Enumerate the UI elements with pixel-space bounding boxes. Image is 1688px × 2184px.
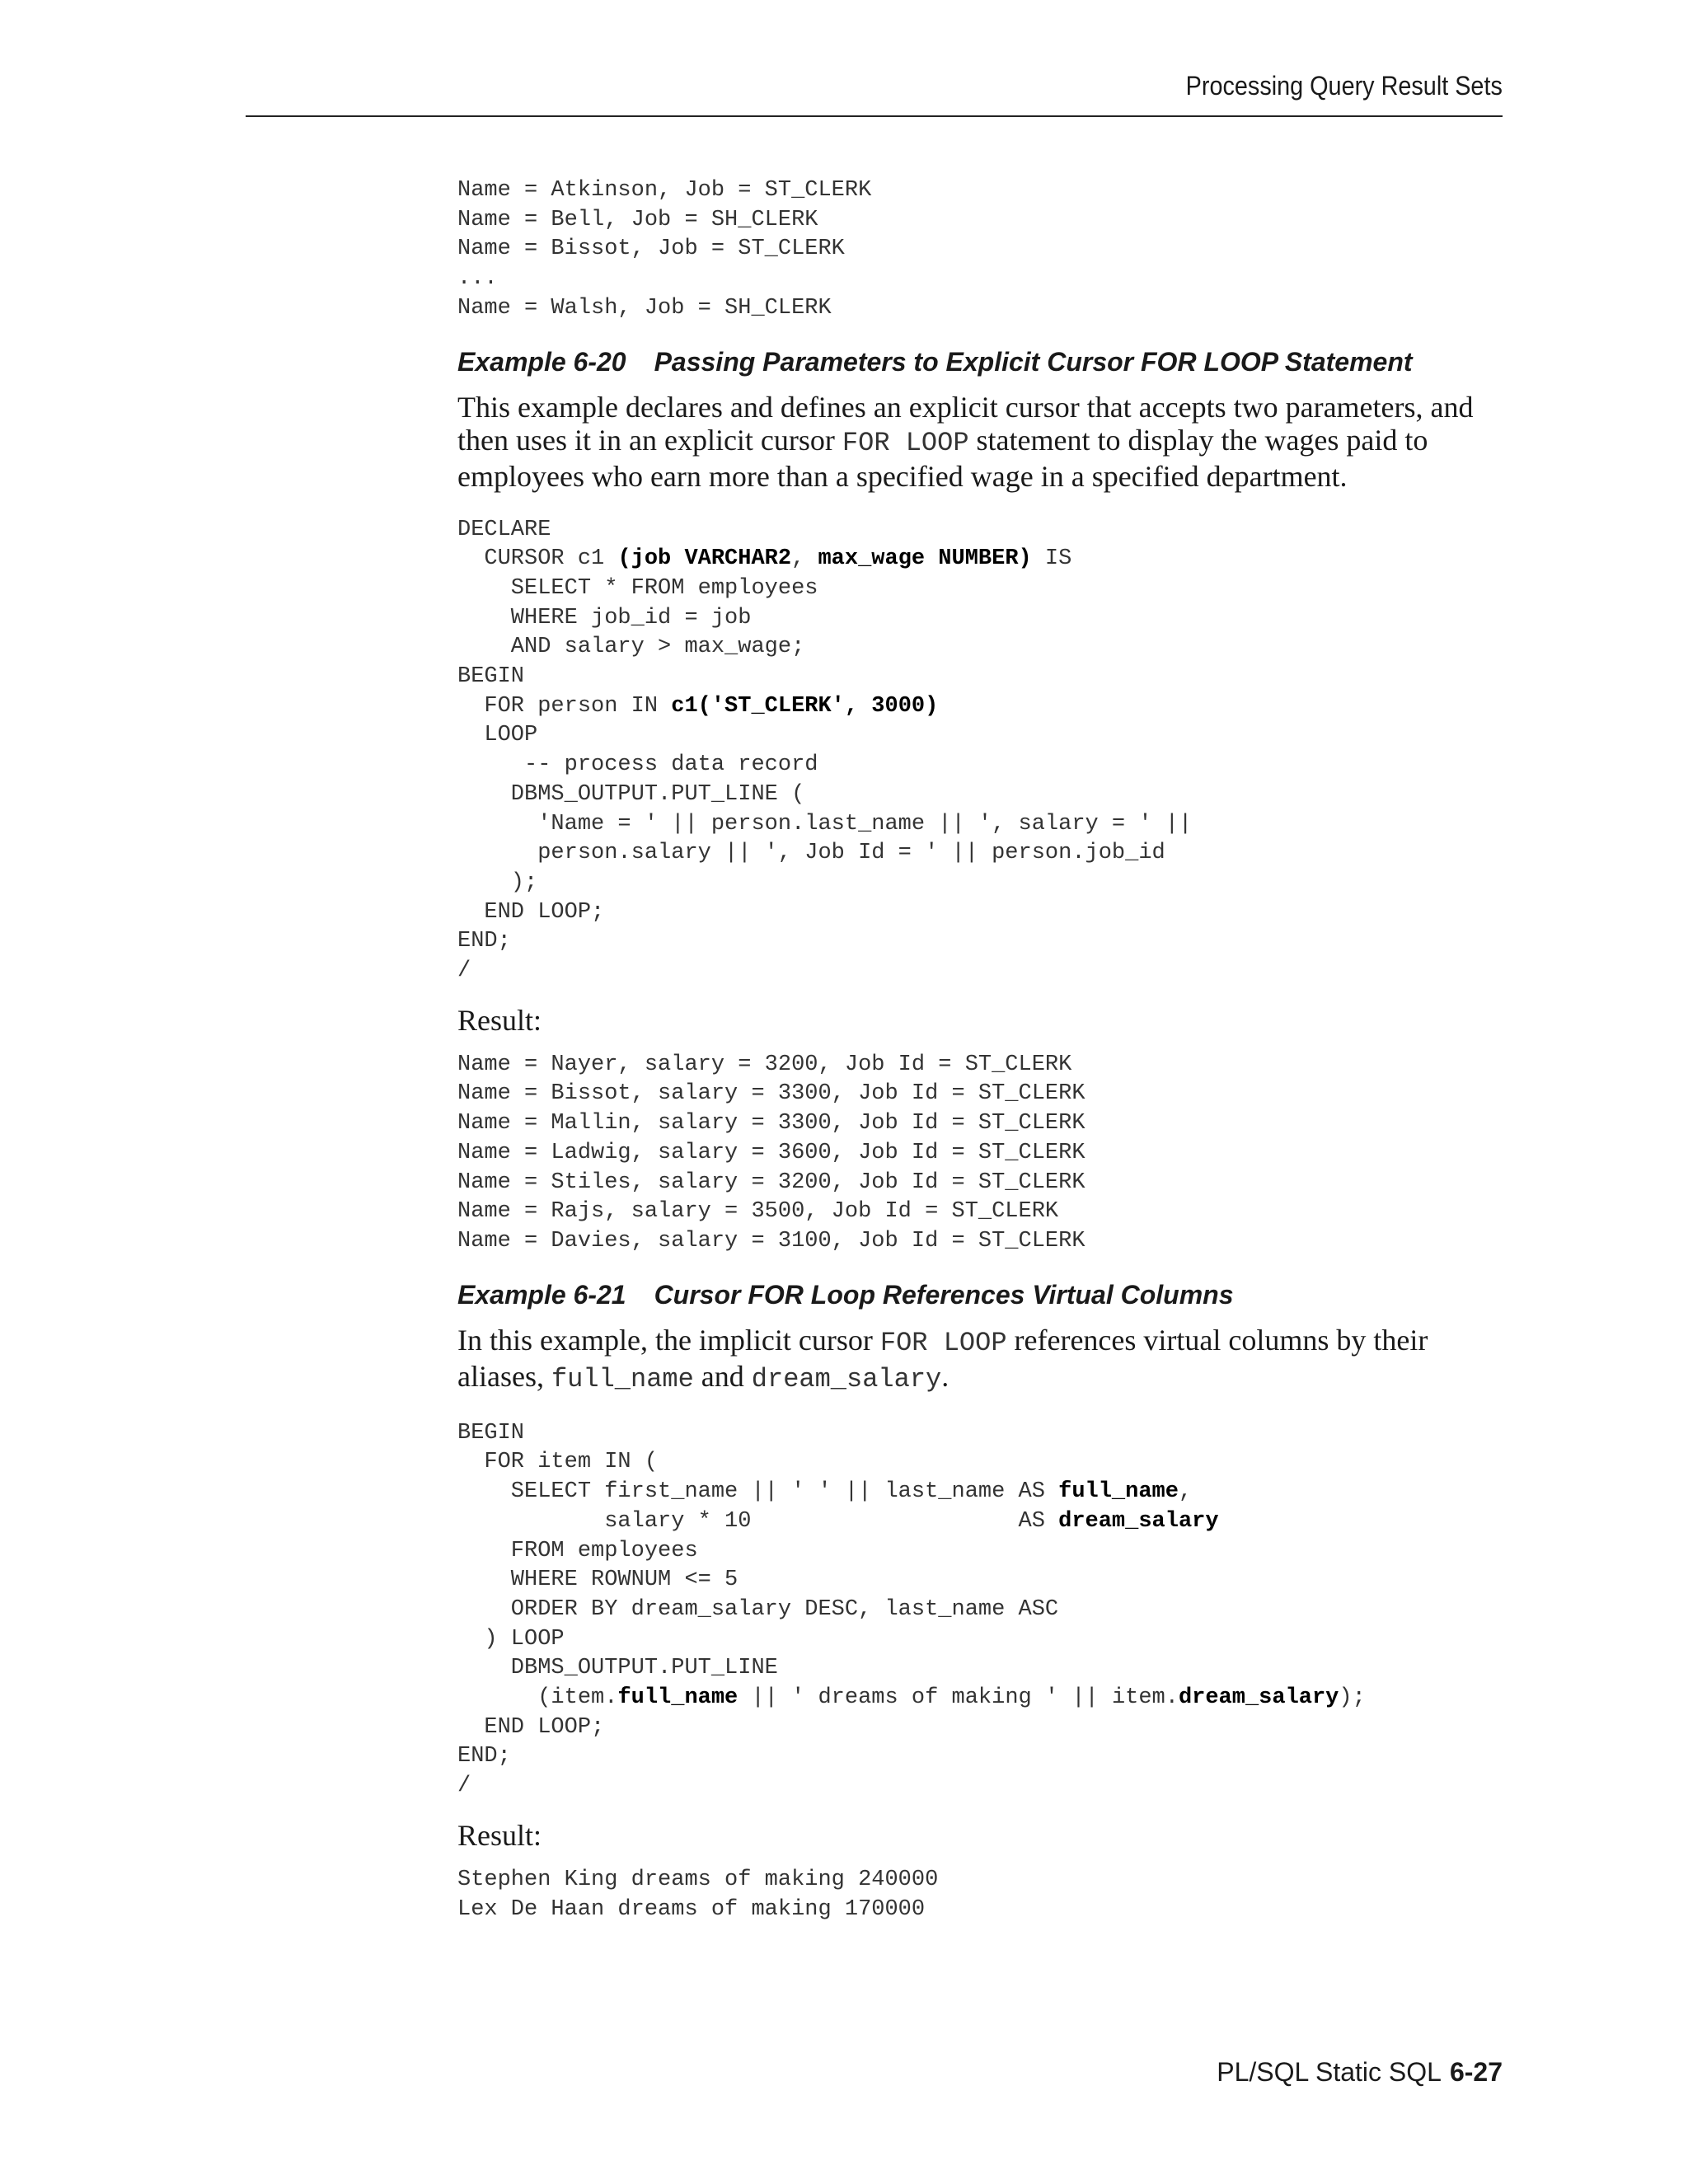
code-line: DECLARE xyxy=(457,517,551,542)
code-line: -- process data record xyxy=(457,752,818,778)
example-6-20-result-output xyxy=(457,1051,1512,1257)
desc-code: FOR LOOP xyxy=(842,427,969,458)
code-line: Name = Walsh, Job = SH_CLERK xyxy=(457,295,832,321)
code-line: (item.full_name || ' dreams of making ' || item.dream_salary); xyxy=(457,1685,1366,1711)
code-line: Name = Bissot, Job = ST_CLERK xyxy=(457,237,845,262)
desc-code: dream_salary xyxy=(751,1363,942,1394)
code-line: Name = Ladwig, salary = 3600, Job Id = ST_CLERK xyxy=(457,1140,1085,1165)
example-6-20-title xyxy=(457,347,1512,377)
code-line: ); xyxy=(457,869,538,895)
example-6-21-result-label: Result: xyxy=(457,1818,542,1852)
code-line: Name = Mallin, salary = 3300, Job Id = ST_CLERK xyxy=(457,1111,1085,1137)
code-line: Name = Stiles, salary = 3200, Job Id = ST_CLERK xyxy=(457,1169,1085,1195)
desc-text: In this example, the implicit cursor xyxy=(457,1323,880,1357)
code-line: SELECT first_name || ' ' || last_name AS full_name, xyxy=(457,1479,1193,1505)
code-line: WHERE job_id = job xyxy=(457,605,752,630)
desc-code: FOR LOOP xyxy=(879,1327,1007,1358)
code-line: Name = Rajs, salary = 3500, Job Id = ST_CLERK xyxy=(457,1199,1059,1225)
code-line: Name = Nayer, salary = 3200, Job Id = ST_CLERK xyxy=(457,1052,1072,1077)
code-line: LOOP xyxy=(457,723,538,748)
page-number: 6-27 xyxy=(1449,2057,1503,2087)
example-6-20-result-label: Result: xyxy=(457,1003,542,1037)
example-6-21-code xyxy=(457,1419,1512,1802)
code-line: END; xyxy=(457,1744,511,1769)
code-line: END LOOP; xyxy=(457,899,605,925)
code-line: person.salary || ', Job Id = ' || person.job_id xyxy=(457,841,1165,866)
desc-text: This example declares and defines an explicit cursor that accepts two parameters, and then uses it in an explicit cursor xyxy=(457,390,1474,457)
code-line: BEGIN xyxy=(457,1420,525,1446)
example-6-20-description xyxy=(457,391,1512,493)
running-header: Processing Query Result Sets xyxy=(1185,71,1503,101)
code-line: ... xyxy=(457,266,498,292)
header-rule xyxy=(246,115,1503,117)
code-line: DBMS_OUTPUT.PUT_LINE ( xyxy=(457,781,805,807)
code-line: END LOOP; xyxy=(457,1714,605,1740)
desc-text: and xyxy=(693,1359,752,1393)
code-line: / xyxy=(457,958,471,984)
page-content xyxy=(457,176,1512,1924)
code-line: salary * 10 AS dream_salary xyxy=(457,1508,1219,1534)
code-line: Name = Atkinson, Job = ST_CLERK xyxy=(457,178,872,203)
example-title-text: Cursor FOR Loop References Virtual Columns xyxy=(654,1279,1234,1310)
desc-code: full_name xyxy=(551,1363,694,1394)
desc-text: . xyxy=(941,1359,950,1393)
code-line: 'Name = ' || person.last_name || ', salary = ' || xyxy=(457,811,1193,837)
code-line: FOR item IN ( xyxy=(457,1450,659,1475)
code-line: AND salary > max_wage; xyxy=(457,635,805,660)
code-line: WHERE ROWNUM <= 5 xyxy=(457,1568,738,1593)
example-6-21-title xyxy=(457,1280,1512,1310)
example-number: Example 6-21 xyxy=(457,1279,626,1310)
example-6-21-result-output xyxy=(457,1866,1512,1924)
example-6-20-code xyxy=(457,516,1512,987)
code-line: ORDER BY dream_salary DESC, last_name ASC xyxy=(457,1596,1059,1622)
code-line: ) LOOP xyxy=(457,1626,565,1652)
code-line: DBMS_OUTPUT.PUT_LINE xyxy=(457,1656,778,1681)
footer-section: PL/SQL Static SQL xyxy=(1217,2057,1442,2087)
code-line: BEGIN xyxy=(457,664,525,690)
code-line: Name = Bissot, salary = 3300, Job Id = ST_CLERK xyxy=(457,1081,1085,1107)
code-line: FOR person IN c1('ST_CLERK', 3000) xyxy=(457,693,939,719)
example-title-text: Passing Parameters to Explicit Cursor FOR LOOP Statement xyxy=(654,346,1413,377)
desc-text: statement to display the wages paid to employees who earn more than a specified wage in a specified department. xyxy=(457,423,1428,493)
example-6-21-description xyxy=(457,1324,1512,1396)
code-line: Stephen King dreams of making 240000 xyxy=(457,1867,939,1892)
desc-text: references virtual columns by their aliases, xyxy=(457,1323,1428,1393)
code-line: CURSOR c1 (job VARCHAR2, max_wage NUMBER) IS xyxy=(457,546,1072,572)
code-line: Name = Davies, salary = 3100, Job Id = ST_CLERK xyxy=(457,1228,1085,1254)
code-line: END; xyxy=(457,929,511,954)
code-line: SELECT * FROM employees xyxy=(457,575,818,601)
code-line: / xyxy=(457,1774,471,1799)
page-footer xyxy=(1217,2057,1503,2088)
top-output-block xyxy=(457,176,1512,324)
code-line: FROM employees xyxy=(457,1538,698,1563)
code-line: Name = Bell, Job = SH_CLERK xyxy=(457,207,818,232)
code-line: Lex De Haan dreams of making 170000 xyxy=(457,1896,926,1922)
example-number: Example 6-20 xyxy=(457,346,626,377)
